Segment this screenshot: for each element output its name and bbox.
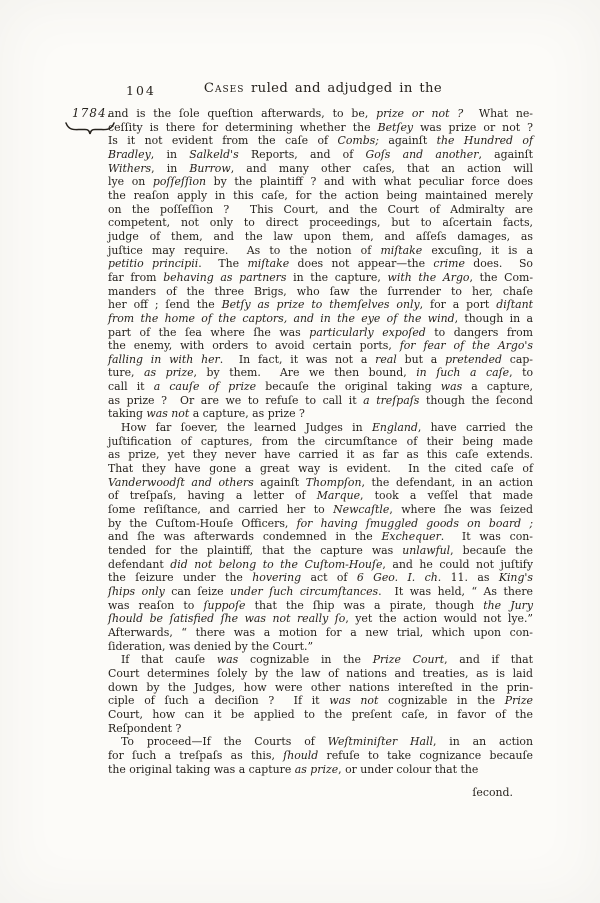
text-line: from the home of the captors, and in the eye of the wind, though in a [108,311,533,325]
text-line: Bradley, in Salkeld's Reports, and of Goſs and another, againſt [108,147,533,161]
text-line: for ſuch a treſpaſs as this, ſhould refuſe to take cognizance becauſe [108,748,533,762]
catchword: ſecond. [472,786,513,799]
text-line: the enemy, with orders to avoid certain ports, for fear of the Argo's [108,339,534,353]
text-line: Afterwards, “ there was a motion for a new trial, which upon con- [108,625,533,639]
text-line: the original taking was a capture as prize, or under colour that the [108,762,479,776]
text-line: Withers, in Burrow, and many other caſes, that an action will [108,161,533,175]
text-line: her off ; ſend the Betſy as prize to themſelves only, for a port diſtant [108,298,533,312]
text-line: That they have gone a great way is evident. In the cited caſe of [108,462,533,476]
running-title-word: Cases [203,81,245,96]
running-title-rest: ruled and adjudged in the [244,81,443,96]
text-line: on the poſſeſſion ? This Court, and the Court of Admiralty are [108,202,533,216]
text-line: To proceed—If the Courts of Weſtminiſter Hall, in an action [121,735,533,749]
text-line: and ſhe was afterwards condemned in the Exchequer. It was con- [108,530,533,544]
text-line: ture, as prize, by them. Are we then bound, in ſuch a caſe, to [108,366,534,380]
text-line: ceſſity is there for determining whether the Betſey was prize or not ? [108,120,533,134]
text-line: as prize, yet they never have carried it as far as this caſe extends. [108,448,533,462]
text-line: call it a cauſe of prize becauſe the original taking was a capture, [108,380,534,394]
text-line: ſhould be ſatisfied ſhe was not really ſo, yet the action would not lye.” [108,612,533,626]
text-line: ciple of ſuch a deciſion ? If it was not cognizable in the Prize [108,694,533,708]
text-line: Reſpondent ? [108,721,182,735]
paragraph [108,421,533,653]
running-title [108,81,538,96]
text-line: juſtification of captures, from the circumſtance of their being made [108,434,533,448]
text-line: ſhips only can ſeize under ſuch circumſtances. It was held, “ As there [108,584,533,598]
text-line: and is the ſole queſtion afterwards, to be, prize or not ? What ne- [108,107,533,120]
text-line: competent, not only to direct proceedings, but to aſcertain facts, [108,216,533,230]
text-line: the ſeizure under the hovering act of 6 Geo. I. ch. 11. as King's [108,571,533,585]
text-line: Is it not evident from the caſe of Combs; againſt the Hundred of [108,134,533,148]
margin-year: 1784. [72,106,112,120]
text-line: tended for the plaintiff, that the capture was unlawful, becauſe the [108,544,533,557]
text-line: by the Cuſtom-Houſe Officers, for having ſmuggled goods on board ; [108,516,533,530]
text-line: juſtice may require. As to the notion of miſtake excuſing, it is a [108,243,533,257]
text-line: If that cauſe was cognizable in the Prize Court, and if that [121,653,533,667]
text-line: of treſpaſs, having a letter of Marque, took a veſſel that made [108,489,533,503]
paragraph [108,653,533,735]
text-line: taking was not a capture, as prize ? [108,407,305,421]
text-line: far from behaving as partners in the capture, with the Argo, the Com- [108,270,534,284]
body-text [108,107,533,776]
text-line: manders of the three Brigs, who ſaw the ſurrender to her, chaſe [108,284,533,298]
text-line: How far ſoever, the learned Judges in England, have carried the [121,421,533,435]
paragraph [108,735,533,776]
text-line: as prize ? Or are we to refuſe to call it a treſpaſs though the ſecond [108,393,533,407]
paragraph [108,107,533,421]
text-line: part of the ſea where ſhe was particularly expoſed to dangers from [108,325,533,339]
page-number: 104 [126,83,156,98]
text-line: the reaſon apply in this caſe, for the action being maintained merely [108,188,533,202]
text-line: Vanderwoodſt and others againſt Thompſon, the defendant, in an action [108,475,534,489]
text-line: down by the Judges, how were other nations intereſted in the prin- [108,680,533,694]
text-line: falling in with her. In fact, it was not a real but a pretended cap- [108,352,533,366]
text-line: defendant did not belong to the Cuſtom-Houſe, and he could not juſtify [108,557,533,571]
text-line: ſideration, was denied by the Court.” [108,639,314,653]
text-line: judge of them, and the law upon them, and aſſeſs damages, as [108,229,533,243]
text-line: Court, how can it be applied to the preſent caſe, in favor of the [108,707,533,721]
text-line: ſome reſiſtance, and carried her to Newcaſtle, where ſhe was ſeized [108,503,534,517]
text-line: lye on poſſeſſion by the plaintiff ? and with what peculiar force does [108,175,534,189]
text-line: petitio principii. The miſtake does not appear—the crime does. So [108,257,533,271]
text-line: was reaſon to ſuppoſe that the ſhip was a pirate, though the Jury [108,598,533,612]
text-line: Court determines ſolely by the law of nations and treaties, as is laid [108,666,533,680]
